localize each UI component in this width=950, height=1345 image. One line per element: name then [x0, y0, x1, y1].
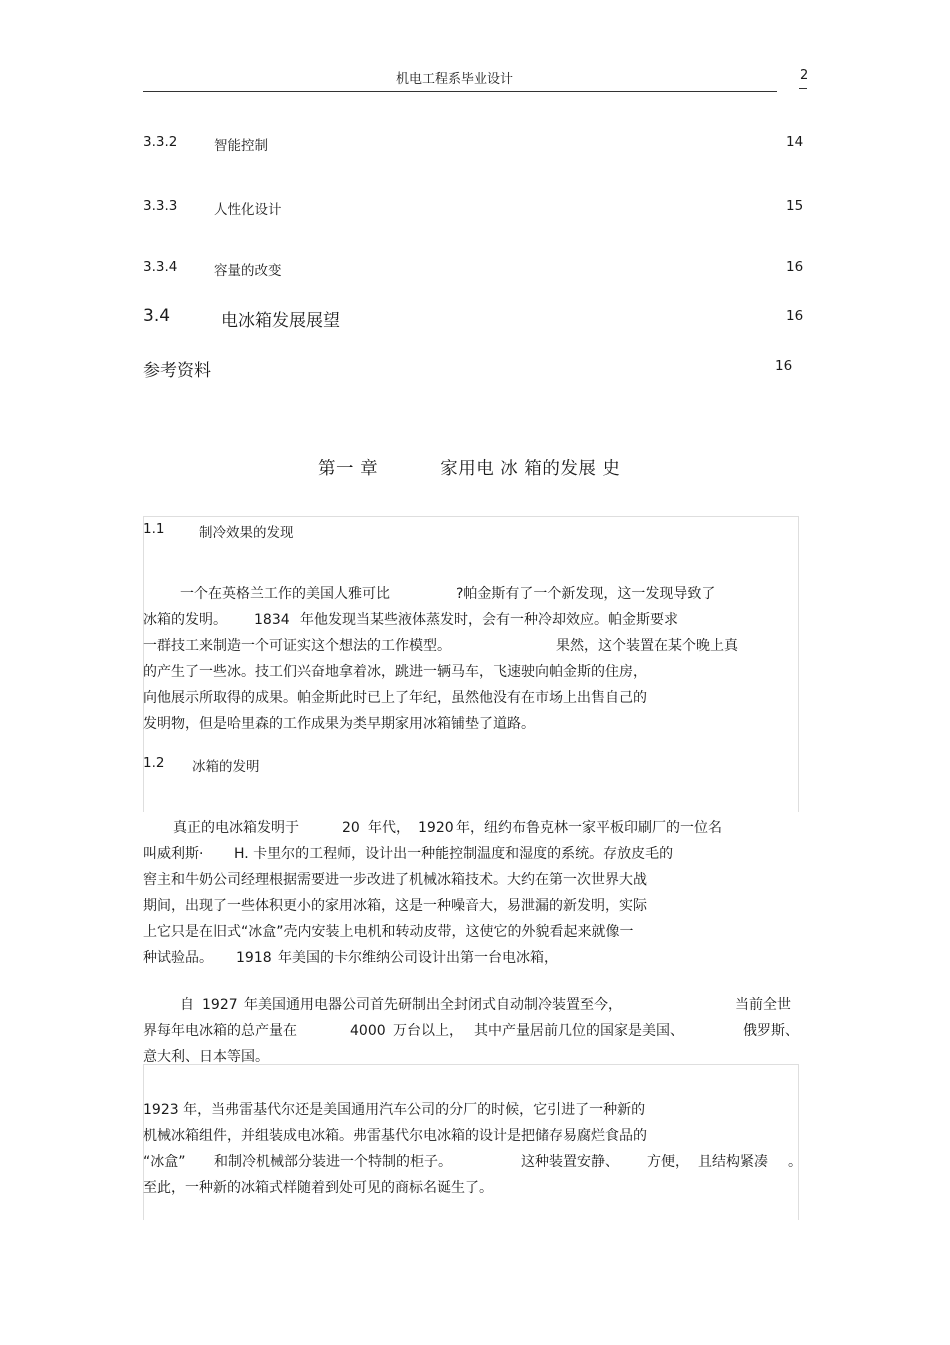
paragraph-line: 1918	[236, 950, 272, 966]
paragraph-line: 发明物，但是哈里森的工作成果为类早期家用冰箱铺垫了道路。	[143, 716, 535, 732]
paragraph-line: 4000	[350, 1023, 386, 1039]
chapter-label: 第一 章	[318, 459, 379, 479]
paragraph-line: 冰箱的发明。	[143, 612, 227, 628]
toc-num: 3.4	[143, 306, 171, 326]
paragraph-line: 种试验品。	[143, 950, 213, 966]
toc-title: 智能控制	[214, 138, 268, 154]
paragraph-line: 俄罗斯、	[743, 1023, 799, 1039]
toc-title: 人性化设计	[214, 202, 282, 218]
paragraph-line: 机械冰箱组件，并组装成电冰箱。弗雷基代尔电冰箱的设计是把储存易腐烂食品的	[143, 1128, 647, 1144]
page-number-underline	[799, 88, 807, 89]
paragraph-line: 1834	[254, 612, 290, 628]
paragraph-line: 的产生了一些冰。技工们兴奋地拿着冰，跳进一辆马车，飞速驶向帕金斯的住房，	[143, 664, 647, 680]
section-number: 1.1	[143, 521, 165, 537]
paragraph-line: 窖主和牛奶公司经理根据需要进一步改进了机械冰箱技术。大约在第一次世界大战	[143, 872, 647, 888]
toc-num: 3.3.4	[143, 259, 178, 275]
toc-num: 3.3.3	[143, 198, 178, 214]
paragraph-line: 至此，一种新的冰箱式样随着到处可见的商标名诞生了。	[143, 1180, 493, 1196]
paragraph-line: 真正的电冰箱发明于	[173, 820, 299, 836]
paragraph-line: ?帕金斯有了一个新发现，这一发现导致了	[456, 586, 716, 602]
paragraph-line: 年美国通用电器公司首先研制出全封闭式自动制冷装置至今，	[244, 997, 622, 1013]
paragraph-line: 年美国的卡尔维纳公司设计出第一台电冰箱，	[278, 950, 558, 966]
frame-line	[798, 516, 799, 812]
paragraph-line: 万台以上，	[393, 1023, 463, 1039]
paragraph-line: 一个在英格兰工作的美国人雅可比	[180, 586, 390, 602]
frame-line	[143, 516, 799, 517]
paragraph-line: 这种装置安静、	[521, 1154, 619, 1170]
paragraph-line: 其中产量居前几位的国家是美国、	[474, 1023, 684, 1039]
toc-title: 参考资料	[143, 361, 211, 381]
paragraph-line: 年他发现当某些液体蒸发时，会有一种冷却效应。帕金斯要求	[300, 612, 678, 628]
paragraph-line: 年代，	[368, 820, 410, 836]
paragraph-line: 界每年电冰箱的总产量在	[143, 1023, 297, 1039]
toc-page: 16	[775, 358, 793, 374]
toc-page: 16	[786, 308, 804, 324]
paragraph-line: 上它只是在旧式“冰盒”壳内安装上电机和转动皮带，这使它的外貌看起来就像一	[143, 924, 634, 940]
toc-page: 15	[786, 198, 804, 214]
toc-num: 3.3.2	[143, 134, 178, 150]
header-title: 机电工程系毕业设计	[396, 72, 514, 87]
section-title: 制冷效果的发现	[199, 525, 294, 541]
page-number: 2	[800, 68, 809, 83]
paragraph-line: 叫威利斯·	[143, 846, 204, 862]
header-rule	[143, 91, 777, 92]
paragraph-line: 年，纽约布鲁克林一家平板印刷厂的一位名	[456, 820, 722, 836]
paragraph-line: 期间，出现了一些体积更小的家用冰箱，这是一种噪音大，易泄漏的新发明，实际	[143, 898, 647, 914]
paragraph-line: 向他展示所取得的成果。帕金斯此时已上了年纪，虽然他没有在市场上出售自己的	[143, 690, 647, 706]
paragraph-line: 一群技工来制造一个可证实这个想法的工作模型。	[143, 638, 451, 654]
paragraph-line: 且结构紧凑	[698, 1154, 768, 1170]
paragraph-line: 当前全世	[735, 997, 791, 1013]
paragraph-line: 。	[788, 1154, 802, 1170]
paragraph-line: 1927	[202, 997, 238, 1013]
toc-page: 14	[786, 134, 804, 150]
paragraph-line: 方便，	[647, 1154, 689, 1170]
toc-page: 16	[786, 259, 804, 275]
paragraph-line: 意大利、日本等国。	[143, 1049, 269, 1065]
paragraph-line: 1920	[418, 820, 454, 836]
chapter-title: 家用电 冰 箱的发展 史	[440, 459, 621, 479]
paragraph-line: 1923 年，当弗雷基代尔还是美国通用汽车公司的分厂的时候，它引进了一种新的	[143, 1102, 646, 1118]
paragraph-line: 果然，这个装置在某个晚上真	[556, 638, 738, 654]
section-number: 1.2	[143, 755, 165, 771]
chapter-heading	[318, 455, 620, 480]
toc-title: 电冰箱发展展望	[221, 311, 340, 331]
paragraph-line: H. 卡里尔的工程师，设计出一种能控制温度和湿度的系统。存放皮毛的	[234, 846, 674, 862]
paragraph-line: 和制冷机械部分装进一个特制的柜子。	[214, 1154, 452, 1170]
paragraph-line: “冰盒”	[143, 1154, 186, 1170]
toc-title: 容量的改变	[214, 263, 282, 279]
paragraph-line: 20	[342, 820, 360, 836]
frame-line	[798, 1064, 799, 1220]
paragraph-line: 自	[180, 997, 194, 1013]
section-title: 冰箱的发明	[192, 759, 260, 775]
